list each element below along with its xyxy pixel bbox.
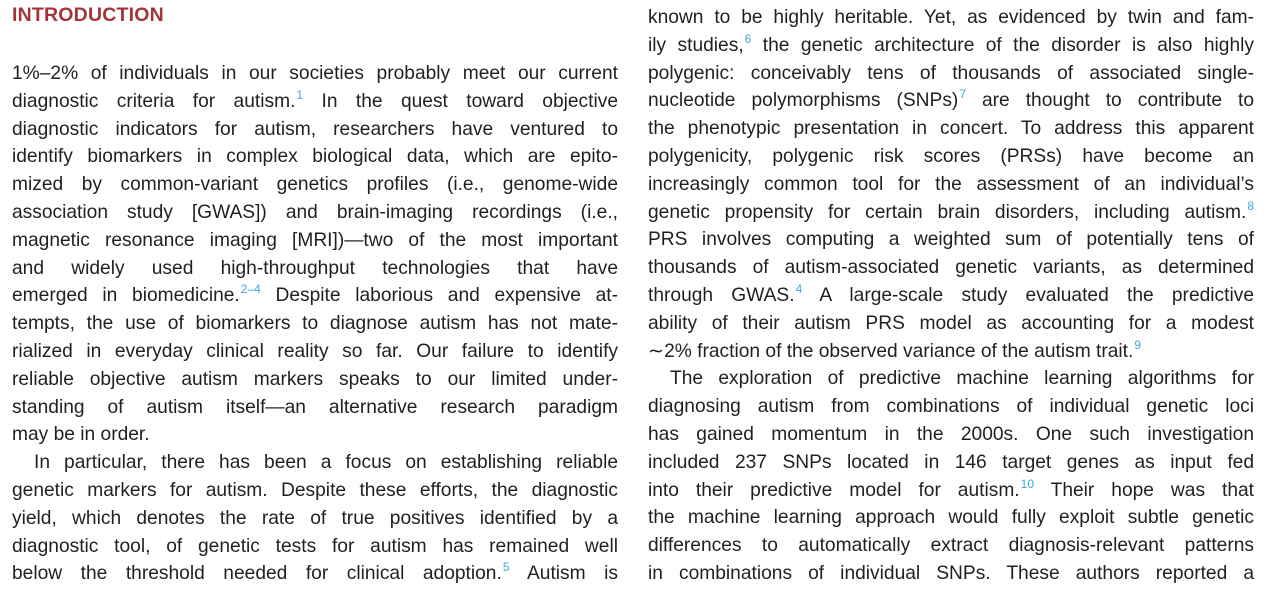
citation-reference-link[interactable]: 6 — [744, 31, 752, 46]
line-text: diagnostic tool, of genetic tests for autism has remained well — [12, 535, 618, 557]
text-line — [648, 365, 1254, 393]
text-line — [12, 60, 618, 88]
text-line — [648, 171, 1254, 199]
line-text: genetic propensity for certain brain disorders, including autism. — [648, 201, 1247, 223]
line-text: the machine learning approach would fully exploit subtle genetic — [648, 507, 1254, 529]
line-text: are thought to contribute to — [966, 90, 1254, 112]
line-text: below the threshold needed for clinical adoption. — [12, 563, 502, 585]
line-text: The exploration of predictive machine learning algorithms for — [670, 368, 1254, 390]
text-line — [12, 171, 618, 199]
line-text: standing of autism itself—an alternative research paradigm — [12, 396, 618, 418]
line-text: yield, which denotes the rate of true positives identified by a — [12, 507, 618, 529]
text-line — [12, 394, 618, 422]
citation-reference-link[interactable]: 8 — [1247, 198, 1254, 213]
line-text: Autism is — [509, 563, 618, 585]
text-line — [12, 310, 618, 338]
text-line — [12, 421, 618, 449]
line-text: Their hope was that — [1034, 479, 1254, 501]
line-text: genetic markers for autism. Despite these efforts, the diagnostic — [12, 480, 618, 501]
line-text: polygenic: conceivably tens of thousands of associated single- — [648, 62, 1254, 84]
text-line — [648, 310, 1254, 338]
line-text: and widely used high-throughput technologies that have — [12, 257, 618, 279]
line-text: diagnosing autism from combinations of individual genetic loci — [648, 396, 1254, 418]
text-line — [648, 199, 1254, 227]
text-line — [648, 60, 1254, 88]
line-text: has gained momentum in the 2000s. One such investigation — [648, 424, 1254, 445]
line-text: increasingly common tool for the assessment of an individual’s — [648, 173, 1254, 195]
citation-reference-link[interactable]: 2–4 — [240, 282, 261, 297]
line-text: in combinations of individual SNPs. These authors reported a — [648, 563, 1254, 584]
line-text: PRS involves computing a weighted sum of potentially tens of — [648, 229, 1254, 251]
line-text: In particular, there has been a focus on establishing reliable — [34, 452, 618, 474]
text-line — [648, 143, 1254, 171]
citation-reference-link[interactable]: 1 — [296, 87, 304, 102]
text-line — [648, 338, 1254, 366]
text-line — [648, 421, 1254, 449]
line-text: reliable objective autism markers speaks to our limited under- — [12, 368, 618, 390]
line-text: tempts, the use of biomarkers to diagnose autism has not mate- — [12, 313, 618, 335]
line-text: known to be highly heritable. Yet, as evidenced by twin and fam- — [648, 7, 1254, 28]
line-text: Despite laborious and expensive at- — [260, 285, 618, 307]
text-line — [648, 115, 1254, 143]
line-text: nucleotide polymorphisms (SNPs) — [648, 90, 959, 112]
text-line — [648, 393, 1254, 421]
text-line — [648, 504, 1254, 532]
line-text: ily studies, — [648, 34, 744, 56]
line-text: may be in order. — [12, 424, 150, 446]
text-line — [648, 477, 1254, 505]
text-line — [12, 199, 618, 227]
text-line — [12, 255, 618, 283]
line-text: polygenicity, polygenic risk scores (PRSs) have become an — [648, 146, 1254, 167]
text-line — [12, 143, 618, 171]
line-text: into their predictive model for autism. — [648, 479, 1020, 501]
text-line — [648, 87, 1254, 115]
text-line — [648, 226, 1254, 254]
line-text: the genetic architecture of the disorder is also highly — [751, 34, 1254, 56]
line-text: mized by common-variant genetics profiles (i.e., genome-wide — [12, 174, 618, 196]
line-text: included 237 SNPs located in 146 target genes as input fed — [648, 451, 1254, 473]
text-line — [648, 560, 1254, 588]
text-line — [12, 88, 618, 116]
line-text: the phenotypic presentation in concert. To address this apparent — [648, 118, 1254, 140]
line-text: through GWAS. — [648, 285, 795, 306]
line-text: In the quest toward objective — [303, 90, 618, 112]
text-line — [12, 449, 618, 477]
text-line — [12, 227, 618, 255]
section-heading: INTRODUCTION — [12, 4, 164, 26]
text-line — [12, 505, 618, 533]
line-text: rialized in everyday clinical reality so far. Our failure to identify — [12, 341, 618, 362]
text-line — [12, 366, 618, 394]
text-line — [648, 282, 1254, 310]
text-line — [12, 477, 618, 505]
text-line — [12, 282, 618, 310]
line-text: ∼2% fraction of the observed variance of the autism trait. — [648, 340, 1134, 362]
text-line — [648, 32, 1254, 60]
text-line — [12, 116, 618, 144]
line-text: 1%–2% of individuals in our societies probably meet our current — [12, 63, 618, 84]
line-text: differences to automatically extract diagnosis-relevant patterns — [648, 535, 1254, 557]
citation-reference-link[interactable]: 5 — [502, 560, 510, 575]
text-line — [12, 533, 618, 561]
citation-reference-link[interactable]: 9 — [1134, 337, 1142, 352]
citation-reference-link[interactable]: 4 — [795, 282, 803, 296]
text-line — [12, 560, 618, 588]
text-line — [12, 338, 618, 366]
line-text: A large-scale study evaluated the predictive — [802, 285, 1254, 306]
citation-reference-link[interactable]: 10 — [1020, 476, 1034, 491]
line-text: diagnostic indicators for autism, researchers have ventured to — [12, 118, 618, 140]
citation-reference-link[interactable]: 7 — [959, 87, 966, 102]
line-text: ability of their autism PRS model as accounting for a modest — [648, 312, 1254, 334]
line-text: diagnostic criteria for autism. — [12, 90, 296, 112]
text-line — [648, 532, 1254, 560]
line-text: emerged in biomedicine. — [12, 285, 240, 307]
line-text: association study [GWAS]) and brain-imaging recordings (i.e., — [12, 202, 618, 223]
text-line — [648, 254, 1254, 282]
text-line — [648, 449, 1254, 477]
line-text: identify biomarkers in complex biological data, which are epito- — [12, 146, 618, 168]
text-line — [648, 4, 1254, 32]
line-text: magnetic resonance imaging [MRI])—two of the most important — [12, 229, 618, 251]
line-text: thousands of autism-associated genetic variants, as determined — [648, 257, 1254, 279]
